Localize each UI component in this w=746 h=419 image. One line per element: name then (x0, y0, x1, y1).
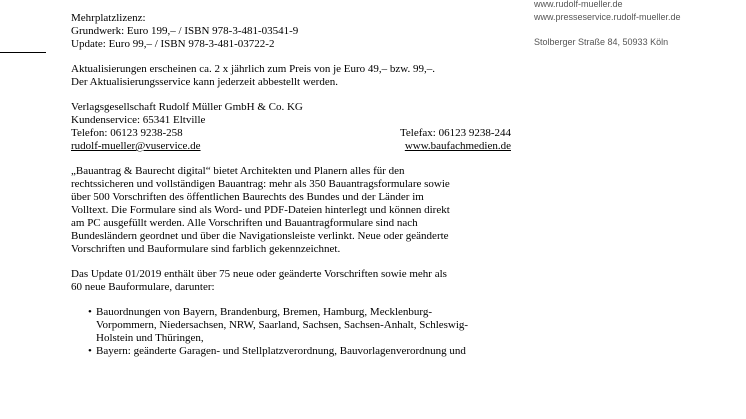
customer-service: Kundenservice: 65341 Eltville (71, 114, 206, 126)
publisher-sidebar (534, 0, 681, 49)
list-item (96, 345, 511, 358)
update-contents-list (71, 306, 511, 358)
updates-info (71, 63, 511, 89)
update-note (71, 268, 511, 294)
publisher-contact (71, 101, 511, 153)
list-item-line: Holstein und Thüringen, (96, 332, 204, 344)
updates-info-line: Der Aktualisierungsservice kann jederzeit abbestellt werden. (71, 76, 338, 88)
updates-info-line: Aktualisierungen erscheinen ca. 2 x jährlich zum Preis von je Euro 49,– bzw. 99,–. (71, 63, 436, 75)
web-link[interactable]: www.baufachmedien.de (404, 140, 511, 152)
phone-number: Telefon: 06123 9238-258 (71, 127, 183, 139)
phone-fax-row (71, 127, 511, 140)
email-web-row (71, 140, 511, 153)
email-link[interactable]: rudolf-mueller@vuservice.de (71, 140, 201, 152)
publisher-name: Verlagsgesellschaft Rudolf Müller GmbH & Co. KG (71, 101, 303, 113)
description-line: rechtssicheren und vollständigen Bauantrag: mehr als 350 Bauantragsformulare sowie (71, 178, 450, 190)
description-line: am PC ausgefüllt werden. Alle Vorschriften und Bauantragformulare sind nach (71, 217, 418, 229)
description-line: „Bauantrag & Baurecht digital“ bietet Architekten und Planern alles für den (71, 165, 405, 177)
presse-link[interactable]: www.presseservice.rudolf-mueller.de (534, 12, 681, 22)
list-item-line: Vorpommern, Niedersachsen, NRW, Saarland, Sachsen, Sachsen-Anhalt, Schleswig- (96, 319, 469, 331)
description-line: Vorschriften und Bauformulare sind farblich gekennzeichnet. (71, 243, 341, 255)
list-item-line: • Bauordnungen von Bayern, Brandenburg, Bremen, Hamburg, Mecklenburg- (96, 306, 433, 318)
grundwerk-price: Grundwerk: Euro 199,– / ISBN 978-3-481-03541-9 (71, 25, 299, 37)
description-line: Volltext. Die Formulare sind als Word- und PDF-Dateien hinterlegt und können direkt (71, 204, 450, 216)
fax-number: Telefax: 06123 9238-244 (399, 127, 511, 139)
update-note-line: Das Update 01/2019 enthält über 75 neue oder geänderte Vorschriften sowie mehr als (71, 268, 447, 280)
publisher-address: Stolberger Straße 84, 50933 Köln (534, 37, 669, 47)
list-item (96, 306, 511, 345)
website-link[interactable]: www.rudolf-mueller.de (534, 0, 623, 9)
product-description (71, 165, 511, 256)
license-heading: Mehrplatzlizenz: (71, 12, 146, 24)
update-price: Update: Euro 99,– / ISBN 978-3-481-03722-2 (71, 38, 275, 50)
update-note-line: 60 neue Bauformulare, darunter: (71, 281, 215, 293)
list-item-line: • Bayern: geänderte Garagen- und Stellplatzverordnung, Bauvorlagenverordnung und (96, 345, 466, 357)
separator-rule (0, 52, 46, 53)
description-line: Bundesländern geordnet und über die Navigationsleiste verlinkt. Neue oder geänderte (71, 230, 449, 242)
document-body (71, 12, 511, 358)
description-line: über 500 Vorschriften des öffentlichen Baurechts des Bundes und der Länder im (71, 191, 424, 203)
license-block (71, 12, 511, 51)
